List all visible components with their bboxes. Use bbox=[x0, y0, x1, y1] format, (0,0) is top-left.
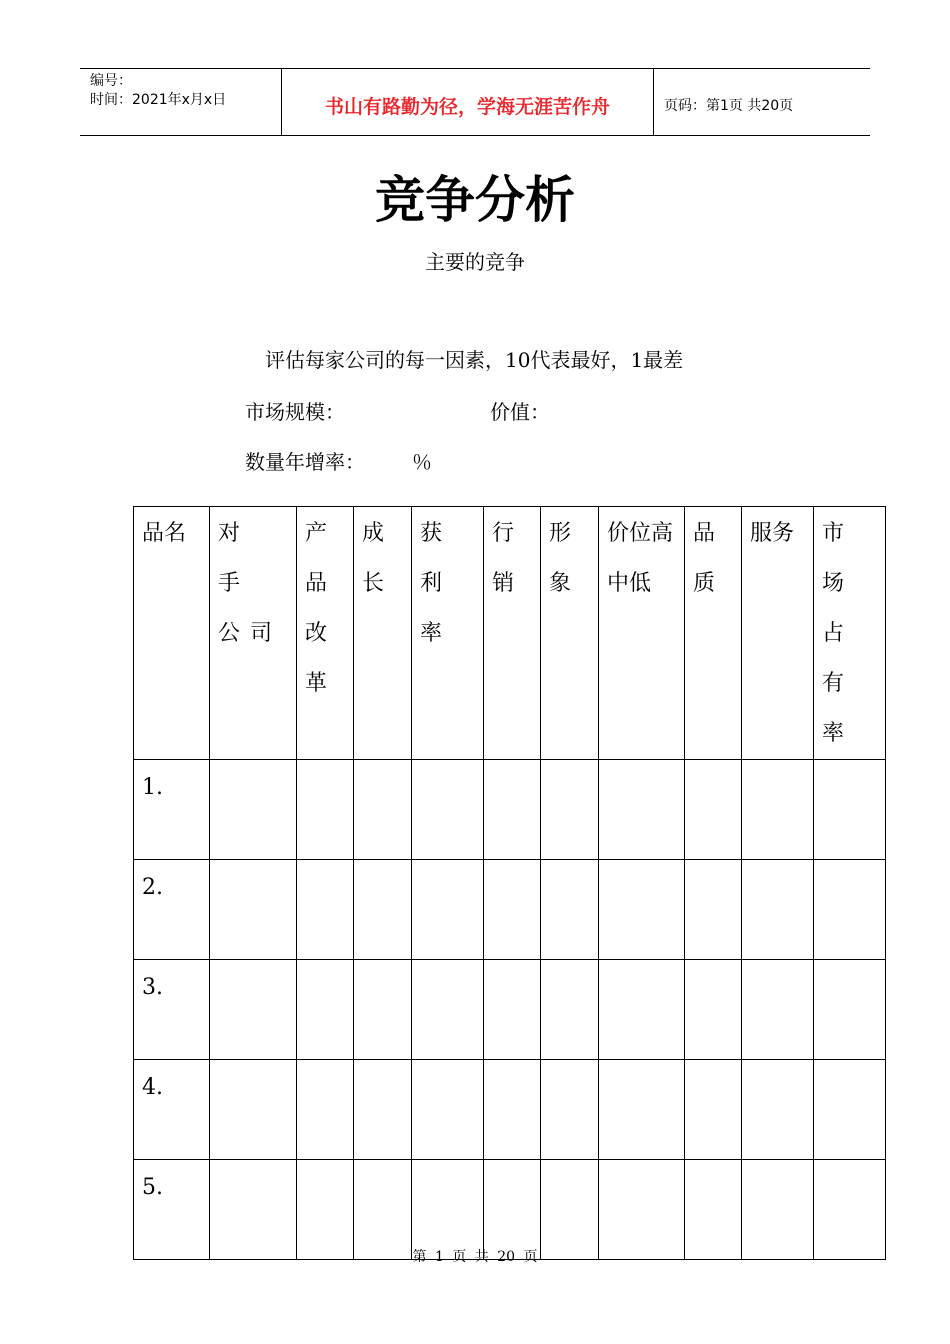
table-row bbox=[134, 1060, 886, 1160]
table-cell[interactable] bbox=[210, 1060, 297, 1160]
header-motto: 书山有路勤为径，学海无涯苦作舟 bbox=[282, 69, 654, 135]
table-cell[interactable] bbox=[685, 960, 742, 1060]
table-cell[interactable] bbox=[541, 1060, 599, 1160]
table-cell[interactable] bbox=[541, 960, 599, 1060]
competition-table bbox=[133, 506, 886, 1260]
row-number: 5. bbox=[134, 1160, 210, 1260]
table-cell[interactable] bbox=[685, 760, 742, 860]
time-label: 时间：2021年x月x日 bbox=[90, 92, 227, 108]
growth-rate-label: 数量年增率： bbox=[245, 450, 365, 474]
table-cell[interactable] bbox=[742, 1060, 814, 1160]
table-cell[interactable] bbox=[297, 1160, 354, 1260]
table-row bbox=[134, 860, 886, 960]
header-growth: 成长 bbox=[354, 507, 412, 760]
table-row bbox=[134, 960, 886, 1060]
table-cell[interactable] bbox=[599, 1160, 685, 1260]
header-page-info bbox=[654, 69, 870, 135]
table-cell[interactable] bbox=[814, 960, 886, 1060]
table-header-row bbox=[134, 507, 886, 760]
row-number: 4. bbox=[134, 1060, 210, 1160]
table-cell[interactable] bbox=[412, 760, 484, 860]
table-cell[interactable] bbox=[814, 860, 886, 960]
market-size-label: 市场规模： bbox=[245, 400, 345, 424]
table-cell[interactable] bbox=[210, 860, 297, 960]
header-meta bbox=[80, 69, 282, 135]
table-cell[interactable] bbox=[412, 960, 484, 1060]
header-market-share: 市场占有率 bbox=[814, 507, 886, 760]
table-cell[interactable] bbox=[210, 1160, 297, 1260]
row-number: 3. bbox=[134, 960, 210, 1060]
table-cell[interactable] bbox=[742, 760, 814, 860]
header-page-label: 页码：第1页 共20页 bbox=[664, 98, 794, 114]
table-cell[interactable] bbox=[814, 1060, 886, 1160]
header-service: 服务 bbox=[742, 507, 814, 760]
row-number: 2. bbox=[134, 860, 210, 960]
table-cell[interactable] bbox=[484, 1060, 541, 1160]
table-cell[interactable] bbox=[599, 960, 685, 1060]
table-cell[interactable] bbox=[742, 1160, 814, 1260]
header-image: 形象 bbox=[541, 507, 599, 760]
table-cell[interactable] bbox=[210, 960, 297, 1060]
table-cell[interactable] bbox=[354, 860, 412, 960]
table-cell[interactable] bbox=[742, 960, 814, 1060]
table-cell[interactable] bbox=[484, 960, 541, 1060]
table-cell[interactable] bbox=[354, 760, 412, 860]
header-product-reform: 产品改革 bbox=[297, 507, 354, 760]
table-cell[interactable] bbox=[412, 860, 484, 960]
table-cell[interactable] bbox=[297, 760, 354, 860]
header-marketing: 行销 bbox=[484, 507, 541, 760]
table-cell[interactable] bbox=[685, 860, 742, 960]
table-cell[interactable] bbox=[599, 760, 685, 860]
table-cell[interactable] bbox=[541, 760, 599, 860]
table-cell[interactable] bbox=[484, 860, 541, 960]
table-cell[interactable] bbox=[685, 1060, 742, 1160]
table-cell[interactable] bbox=[297, 1060, 354, 1160]
value-label: 价值： bbox=[490, 400, 550, 424]
table-cell[interactable] bbox=[814, 1160, 886, 1260]
table-cell[interactable] bbox=[297, 860, 354, 960]
page-subtitle: 主要的竞争 bbox=[425, 250, 525, 274]
table-cell[interactable] bbox=[297, 960, 354, 1060]
table-cell[interactable] bbox=[541, 1160, 599, 1260]
page-title: 竞争分析 bbox=[375, 171, 575, 229]
table-cell[interactable] bbox=[685, 1160, 742, 1260]
table-cell[interactable] bbox=[354, 1060, 412, 1160]
header-competitor: 对 手 公司 bbox=[210, 507, 297, 760]
table-cell[interactable] bbox=[541, 860, 599, 960]
table-cell[interactable] bbox=[412, 1060, 484, 1160]
table-cell[interactable] bbox=[599, 860, 685, 960]
table-cell[interactable] bbox=[599, 1060, 685, 1160]
header-price-level: 价位高中低 bbox=[599, 507, 685, 760]
table-cell[interactable] bbox=[484, 1160, 541, 1260]
table-cell[interactable] bbox=[354, 1160, 412, 1260]
header-quality: 品质 bbox=[685, 507, 742, 760]
header-profit-rate: 获利率 bbox=[412, 507, 484, 760]
percent-sign: ％ bbox=[412, 450, 432, 474]
serial-number-label: 编号： bbox=[90, 73, 132, 89]
table-cell[interactable] bbox=[412, 1160, 484, 1260]
page-footer: 第 1 页 共 20 页 bbox=[412, 1249, 538, 1265]
table-row bbox=[134, 760, 886, 860]
instruction-text: 评估每家公司的每一因素，10代表最好，1最差 bbox=[265, 348, 684, 372]
table-cell[interactable] bbox=[210, 760, 297, 860]
table-cell[interactable] bbox=[484, 760, 541, 860]
table-row bbox=[134, 1160, 886, 1260]
table-cell[interactable] bbox=[354, 960, 412, 1060]
row-number: 1. bbox=[134, 760, 210, 860]
table-cell[interactable] bbox=[742, 860, 814, 960]
header-product-name: 品名 bbox=[134, 507, 210, 760]
document-header bbox=[80, 68, 870, 136]
table-cell[interactable] bbox=[814, 760, 886, 860]
